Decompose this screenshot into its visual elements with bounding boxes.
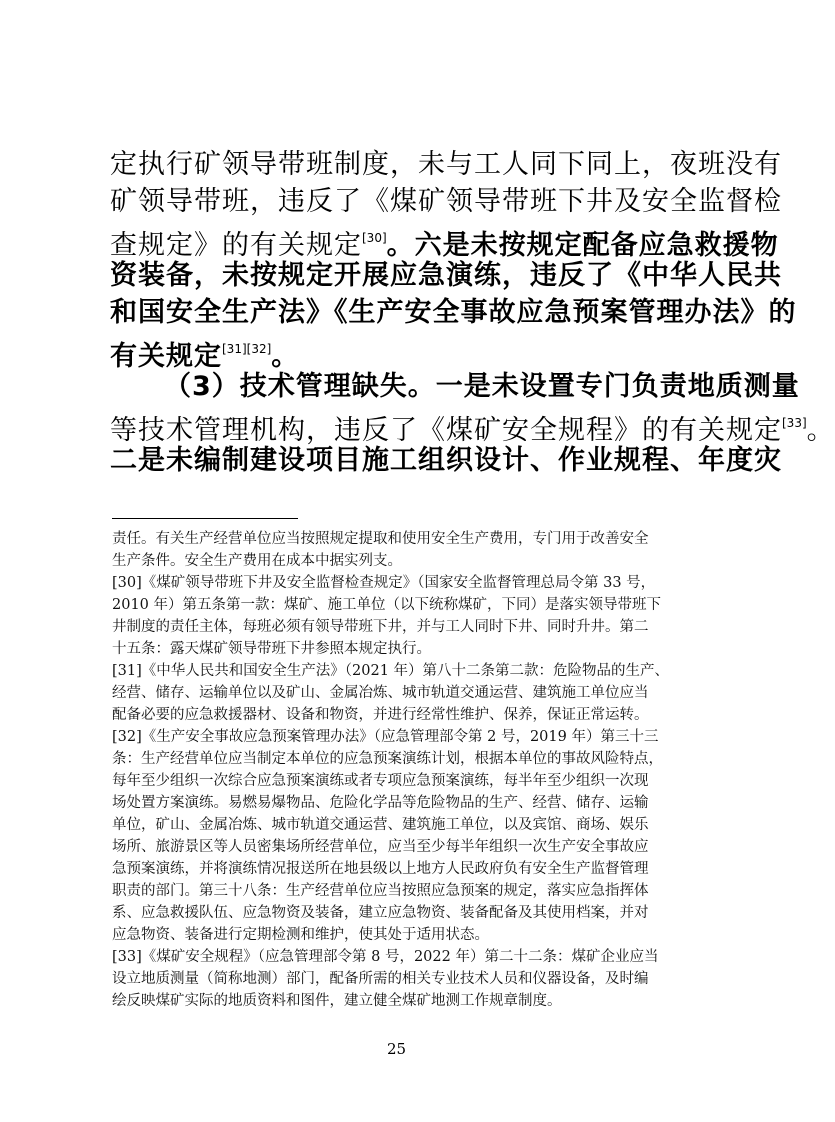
footnote-line: 责任。有关生产经营单位应当按照规定提取和使用安全生产费用，专门用于改善安全 (112, 531, 649, 547)
footnote-line: 十五条：露天煤矿领导带班下井参照本规定执行。 (112, 641, 431, 657)
footnote-line: 生产条件。安全生产费用在成本中据实列支。 (112, 553, 402, 569)
body-line: 和国安全生产法》《生产安全事故应急预案管理办法》的 (110, 297, 797, 328)
body-line: 资装备，未按规定开展应急演练，违反了《中华人民共 (110, 260, 782, 291)
footnote-line: 场所、旅游景区等人员密集场所经营单位，应当至少每半年组织一次生产安全事故应 (112, 839, 649, 855)
body-line: 矿领导带班，违反了《煤矿领导带班下井及安全监督检 (110, 186, 782, 217)
footnote-ref[interactable]: [31][32] (222, 342, 272, 356)
footnote-line: 职责的部门。第三十八条：生产经营单位应当按照应急预案的规定，落实应急指挥体 (112, 883, 649, 899)
footnote-line: [30]《煤矿领导带班下井及安全监督检查规定》（国家安全监督管理总局令第 33 号， (112, 575, 656, 591)
footnote-line: 条：生产经营单位应当制定本单位的应急预案演练计划，根据本单位的事故风险特点， (112, 751, 663, 767)
footnotes (112, 528, 702, 1012)
footnote-line: 2010 年）第五条第一款：煤矿、施工单位（以下统称煤矿，下同）是落实领导带班下 (112, 597, 662, 613)
footnote-line: 场处置方案演练。易燃易爆物品、危险化学品等危险物品的生产、经营、储存、运输 (112, 795, 649, 811)
footnote-ref[interactable]: [30] (362, 231, 387, 245)
footnote-line: 系、应急救援队伍、应急物资及装备，建立应急物资、装备配备及其使用档案，并对 (112, 905, 649, 921)
footnote-line: [32]《生产安全事故应急预案管理办法》（应急管理部令第 2 号，2019 年）第三十三 (112, 729, 659, 745)
body-line: 查规定》的有关规定[30]。六是未按规定配备应急救援物 (110, 230, 779, 261)
footnote-line: [31]《中华人民共和国安全生产法》（2021 年）第八十二条第二款：危险物品的生产、 (112, 663, 670, 679)
footnote-line: 井制度的责任主体，每班必须有领导带班下井，并与工人同时下井、同时升井。第二 (112, 619, 649, 635)
footnote-line: 应急物资、装备进行定期检测和维护，使其处于适用状态。 (112, 927, 489, 943)
page-number: 25 (386, 1040, 407, 1058)
body-line: 定执行矿领导带班制度，未与工人同下同上，夜班没有 (110, 149, 782, 180)
main-body-text (110, 146, 835, 479)
footnote-line: 设立地质测量（简称地测）部门，配备所需的相关专业技术人员和仪器设备，及时编 (112, 971, 649, 987)
footnote-separator (112, 518, 298, 519)
footnote-line: 每年至少组织一次综合应急预案演练或者专项应急预案演练，每半年至少组织一次现 (112, 773, 649, 789)
footnote-ref[interactable]: [33] (782, 416, 807, 430)
section-heading-line: （3）技术管理缺失。一是未设置专门负责地质测量 (164, 371, 800, 402)
footnote-line: 绘反映煤矿实际的地质资料和图件，建立健全煤矿地测工作规章制度。 (112, 993, 562, 1009)
body-line: 二是未编制建设项目施工组织设计、作业规程、年度灾 (110, 445, 782, 476)
footnote-line: 单位，矿山、金属冶炼、城市轨道交通运营、建筑施工单位，以及宾馆、商场、娱乐 (112, 817, 649, 833)
body-line: 有关规定[31][32]。 (110, 341, 300, 372)
body-line: 等技术管理机构，违反了《煤矿安全规程》的有关规定[33]。 (110, 415, 835, 446)
footnote-line: 急预案演练，并将演练情况报送所在地县级以上地方人民政府负有安全生产监督管理 (112, 861, 649, 877)
footnote-line: [33]《煤矿安全规程》（应急管理部令第 8 号，2022 年）第二十二条：煤矿企业应当 (112, 949, 659, 965)
footnote-line: 经营、储存、运输单位以及矿山、金属冶炼、城市轨道交通运营、建筑施工单位应当 (112, 685, 649, 701)
footnote-line: 配备必要的应急救援器材、设备和物资，并进行经常性维护、保养，保证正常运转。 (112, 707, 649, 723)
